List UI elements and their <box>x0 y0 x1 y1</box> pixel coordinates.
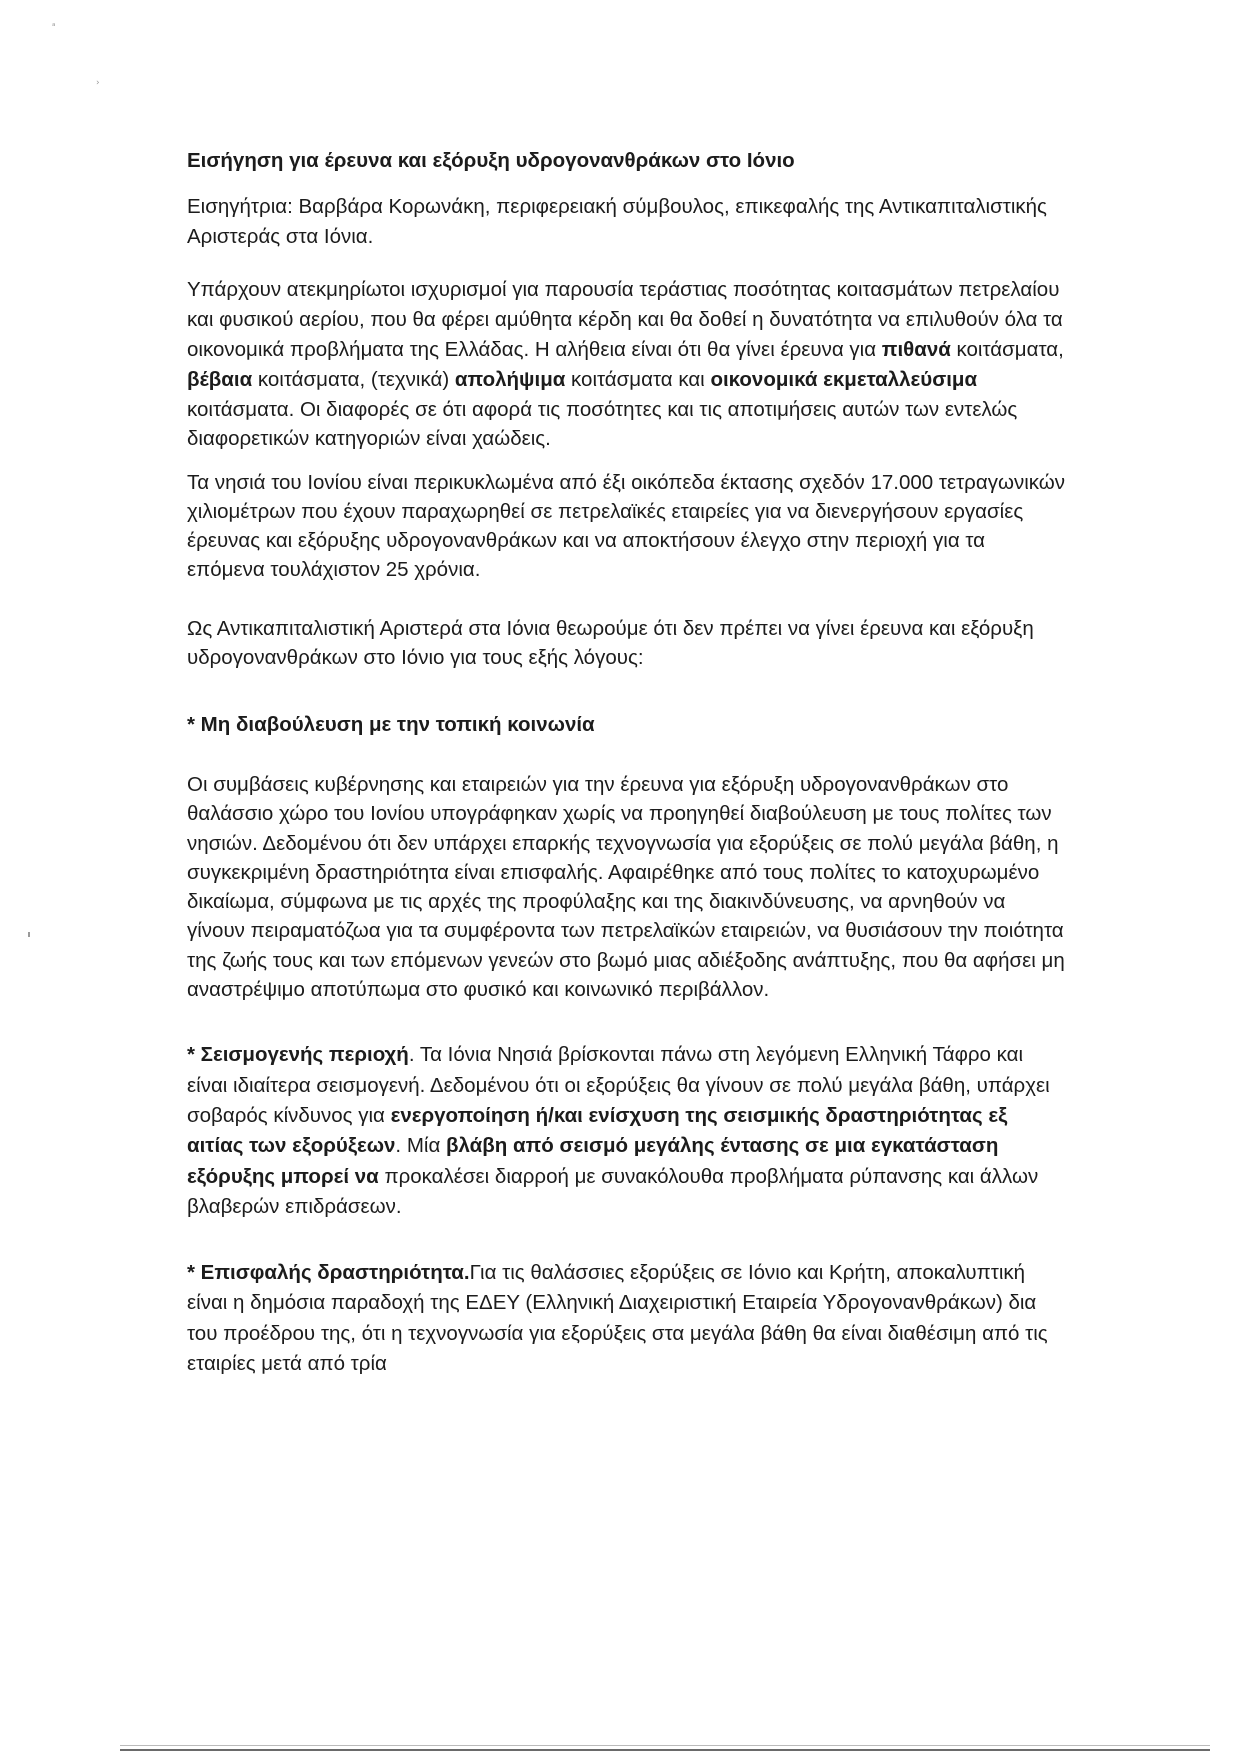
intro-bold-term: πιθανά <box>881 337 951 361</box>
seismic-paragraph <box>187 1040 1067 1222</box>
seismic-text: . Τα Ιόνια Νησιά βρίσκονται πάνω στη λεγόμενη Ελληνική Τάφρο και είναι ιδιαίτερα σεισμογενή. Δεδομένου ότι οι εξορύξεις θα γίνουν σε πολύ μεγάλα βάθη, υπάρχει σοβαρός κίνδυνος για <box>187 1043 1050 1127</box>
intro-text: κοιτάσματα και <box>565 367 711 391</box>
islands-paragraph: Τα νησιά του Ιονίου είναι περικυκλωμένα από έξι οικόπεδα έκτασης σχεδόν 17.000 τετραγωνικών χιλιομέτρων που έχουν παραχωρηθεί σε πετρελαϊκές εταιρείες για να διενεργήσουν εργασίες έρευνας και εξόρυξης υδρογονανθράκων και να αποκτήσουν έλεγχο στην περιοχή για τα επόμενα τουλάχιστον 25 χρόνια. <box>187 471 1066 582</box>
author-line: Εισηγήτρια: Βαρβάρα Κορωνάκη, περιφερειακή σύμβουλος, επικεφαλής της Αντικαπιταλιστικής Αριστεράς στα Ιόνια. <box>187 194 1047 248</box>
intro-text: κοιτάσματα, (τεχνικά) <box>252 367 455 391</box>
document-title: Εισήγηση για έρευνα και εξόρυξη υδρογονανθράκων στο Ιόνιο <box>187 149 795 172</box>
seismic-bold-text: βλάβη από σεισμό μεγάλης έντασης σε μια εγκατάσταση εξόρυξης μπορεί να <box>187 1134 999 1188</box>
intro-bold-term: απολήψιμα <box>454 367 566 391</box>
position-paragraph: Ως Αντικαπιταλιστική Αριστερά στα Ιόνια θεωρούμε ότι δεν πρέπει να γίνει έρευνα και εξόρυξη υδρογονανθράκων στο Ιόνιο για τους εξής λόγους: <box>187 617 1034 670</box>
scan-speck-icon <box>28 932 30 937</box>
document-body <box>187 146 1067 1379</box>
intro-text: Υπάρχουν ατεκμηρίωτοι ισχυρισμοί για παρουσία τεράστιας ποσότητας κοιτασμάτων πετρελαίου και φυσικού αερίου, που θα φέρει αμύθητα κέρδη και θα δοθεί η δυνατότητα να επιλυθούν όλα τα οικονομικά προβλήματα της Ελλάδας. Η αλήθεια είναι ότι θα γίνει έρευνα για <box>187 278 1063 361</box>
risky-activity-paragraph <box>187 1258 1067 1379</box>
consultation-heading: * Μη διαβούλευση με την τοπική κοινωνία <box>187 713 595 737</box>
scan-edge-line <box>120 1749 1210 1751</box>
intro-bold-term: βέβαια <box>187 367 253 391</box>
seismic-heading: * Σεισμογενής περιοχή <box>187 1043 409 1067</box>
scan-edge-line <box>120 1745 1210 1746</box>
intro-paragraph <box>187 275 1067 454</box>
scan-speck-icon: › <box>96 78 100 88</box>
intro-bold-term: οικονομικά εκμεταλλεύσιμα <box>710 367 978 391</box>
risky-activity-heading: * Επισφαλής δραστηριότητα. <box>187 1261 470 1285</box>
seismic-text: . Μία <box>395 1134 446 1158</box>
seismic-text: προκαλέσει διαρροή με συνακόλουθα προβλήματα ρύπανσης και άλλων βλαβερών επιδράσεων. <box>187 1164 1039 1218</box>
intro-text: κοιτάσματα, <box>950 337 1064 361</box>
scan-speck-icon: ᵃ <box>52 22 56 32</box>
consultation-paragraph: Οι συμβάσεις κυβέρνησης και εταιρειών για την έρευνα για εξόρυξη υδρογονανθράκων στο θαλάσσιο χώρο του Ιονίου υπογράφηκαν χωρίς να προηγηθεί διαβούλευση με τους πολίτες των νησιών. Δεδομένου ότι δεν υπάρχει επαρκής τεχνογνωσία για εξορύξεις σε πολύ μεγάλα βάθη, η συγκεκριμένη δραστηριότητα είναι επισφαλής. Αφαιρέθηκε από τους πολίτες το κατοχυρωμένο δικαίωμα, σύμφωνα με τις αρχές της προφύλαξης και της διακινδύνευσης, να αρνηθούν να γίνουν πειραματόζωα για τα συμφέροντα των πετρελαϊκών εταιρειών, να θυσιάσουν την ποιότητα της ζωής τους και των επόμενων γενεών στο βωμό μιας αδιέξοδης ανάπτυξης, που θα αφήσει μη αναστρέψιμο αποτύπωμα στο φυσικό και κοινωνικό περιβάλλον. <box>187 772 1065 1002</box>
intro-text: κοιτάσματα. Οι διαφορές σε ότι αφορά τις ποσότητες και τις αποτιμήσεις αυτών των εντελώς διαφορετικών κατηγοριών είναι χαώδεις. <box>187 397 1018 451</box>
risky-activity-text: Για τις θαλάσσιες εξορύξεις σε Ιόνιο και Κρήτη, αποκαλυπτική είναι η δημόσια παραδοχή της ΕΔΕΥ (Ελληνική Διαχειριστική Εταιρεία Υδρογονανθράκων) δια του προέδρου της, ότι η τεχνογνωσία για εξορύξεις στα μεγάλα βάθη θα είναι διαθέσιμη από τις εταιρίες μετά από τρία <box>187 1261 1048 1376</box>
seismic-bold-text: ενεργοποίηση ή/και ενίσχυση της σεισμικής δραστηριότητας εξ αιτίας των εξορύξεων <box>187 1103 1008 1158</box>
